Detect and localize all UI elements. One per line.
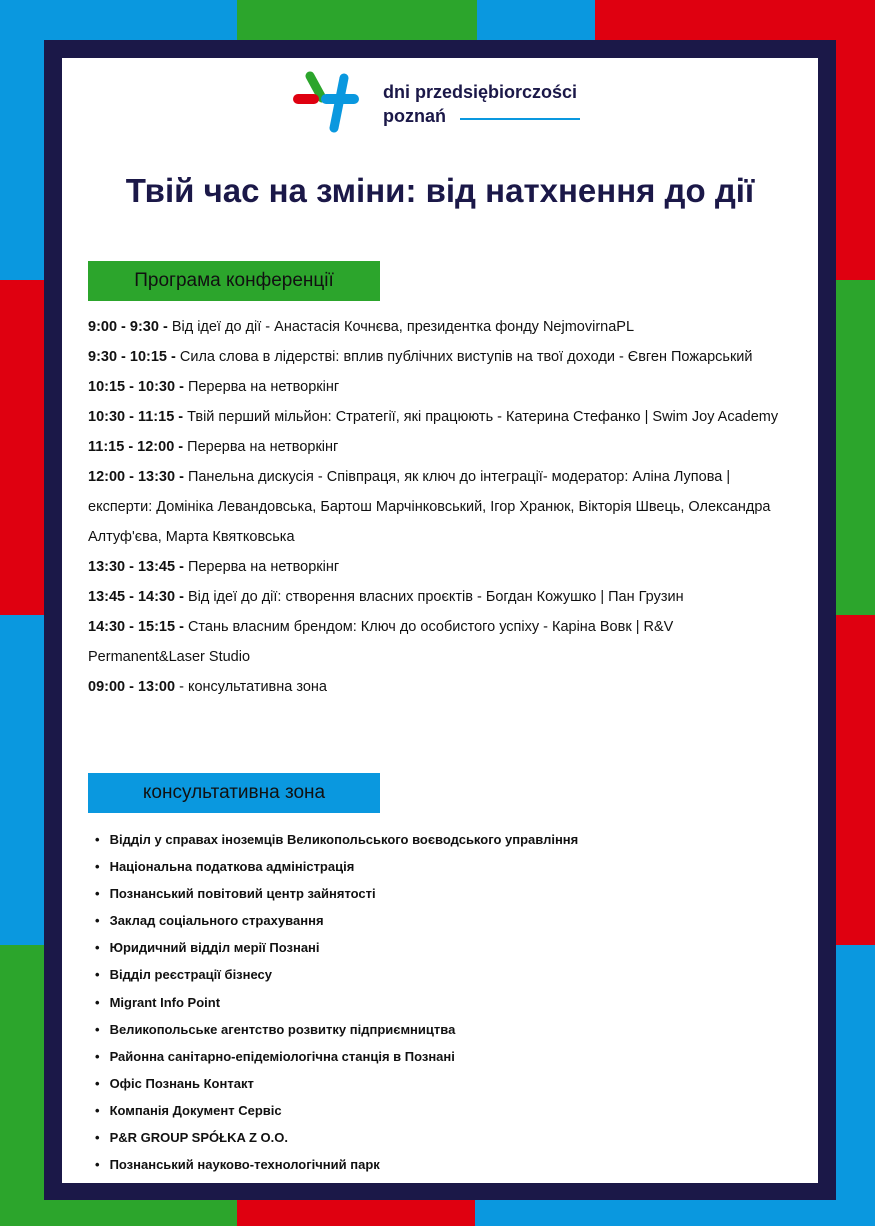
program-text: Від ідеї до дії: створення власних проєктів - Богдан Кожушко | Пан Грузин — [183, 589, 684, 605]
program-item — [88, 312, 788, 342]
program-item — [88, 672, 788, 702]
program-text: Твій перший мільйон: Стратегії, які працюють - Катерина Стефанко | Swim Joy Academy — [183, 409, 779, 425]
program-item — [88, 432, 788, 462]
bg-block — [836, 280, 875, 615]
program-text: Перерва на нетворкінг — [183, 379, 340, 395]
consult-header: консультативна зона — [88, 773, 380, 813]
consult-item: • Відділ реєстрації бізнесу — [95, 961, 578, 988]
consult-item: • Познанський науково-технологічний парк — [95, 1151, 578, 1178]
consult-item: • P&R GROUP SPÓŁKA Z O.O. — [95, 1124, 578, 1151]
consult-item: • Юридичний відділ мерії Познані — [95, 934, 578, 961]
program-item — [88, 462, 788, 552]
logo-text: dni przedsiębiorczości poznań — [383, 82, 578, 126]
program-time: 09:00 - 13:00 — [88, 679, 176, 695]
program-item — [88, 372, 788, 402]
logo-underline — [460, 118, 580, 120]
consult-item: • Районна санітарно-епідеміологічна станція в Познані — [95, 1043, 578, 1070]
program-time: 13:45 - 14:30 - — [88, 589, 184, 605]
consult-item: • Національна податкова адміністрація — [95, 853, 578, 880]
bg-block — [237, 1200, 475, 1226]
program-text: Перерва на нетворкінг — [183, 559, 340, 575]
program-text: Стань власним брендом: Ключ до особистого успіху - Каріна Вовк | R&V Permanent&Laser Studio — [88, 619, 674, 665]
program-item — [88, 612, 788, 672]
program-time: 10:15 - 10:30 - — [88, 379, 184, 395]
program-time: 10:30 - 11:15 - — [88, 409, 184, 425]
program-time: 9:00 - 9:30 - — [88, 319, 168, 335]
program-time: 12:00 - 13:30 - — [88, 469, 184, 485]
program-list — [88, 312, 788, 702]
consult-item: • Migrant Info Point — [95, 989, 578, 1016]
program-item — [88, 552, 788, 582]
program-time: 9:30 - 10:15 - — [88, 349, 176, 365]
program-header: Програма конференції — [88, 261, 380, 301]
consult-item: • Відділ у справах іноземців Великопольського воєводського управління — [95, 826, 578, 853]
program-item — [88, 402, 788, 432]
consult-item: • Познанський повітовий центр зайнятості — [95, 880, 578, 907]
program-text: Перерва на нетворкінг — [183, 439, 339, 455]
program-item — [88, 342, 788, 372]
consult-item: • Компанія Документ Сервіс — [95, 1097, 578, 1124]
consult-item: • Офіс Познань Контакт — [95, 1070, 578, 1097]
program-text: Від ідеї до дії - Анастасія Кочнєва, президентка фонду NejmovirnaPL — [167, 319, 635, 335]
program-time: 14:30 - 15:15 - — [88, 619, 184, 635]
program-text: Панельна дискусія - Співпраця, як ключ до інтеграції- модератор: Аліна Лупова | експерти: Домініка Левандовська, Бартош Марчінковський, Ігор Хранюк, Вікторія Швець, Олександра Алтуф'єва, Марта Квятковська — [88, 469, 771, 545]
consult-list — [95, 826, 578, 1178]
consult-item: • Заклад соціального страхування — [95, 907, 578, 934]
program-time: 13:30 - 13:45 - — [88, 559, 184, 575]
page-title: Твій час на зміни: від натхнення до дії — [125, 172, 755, 209]
bg-block — [237, 0, 477, 40]
consult-item: • Великопольське агентство розвитку підприємництва — [95, 1016, 578, 1043]
bg-block — [0, 280, 44, 615]
program-text: - консультативна зона — [175, 679, 327, 695]
program-text: Сила слова в лідерстві: вплив публічних виступів на твої доходи - Євген Пожарський — [175, 349, 753, 365]
program-time: 11:15 - 12:00 - — [88, 439, 184, 455]
bg-block — [836, 615, 875, 945]
program-item — [88, 582, 788, 612]
